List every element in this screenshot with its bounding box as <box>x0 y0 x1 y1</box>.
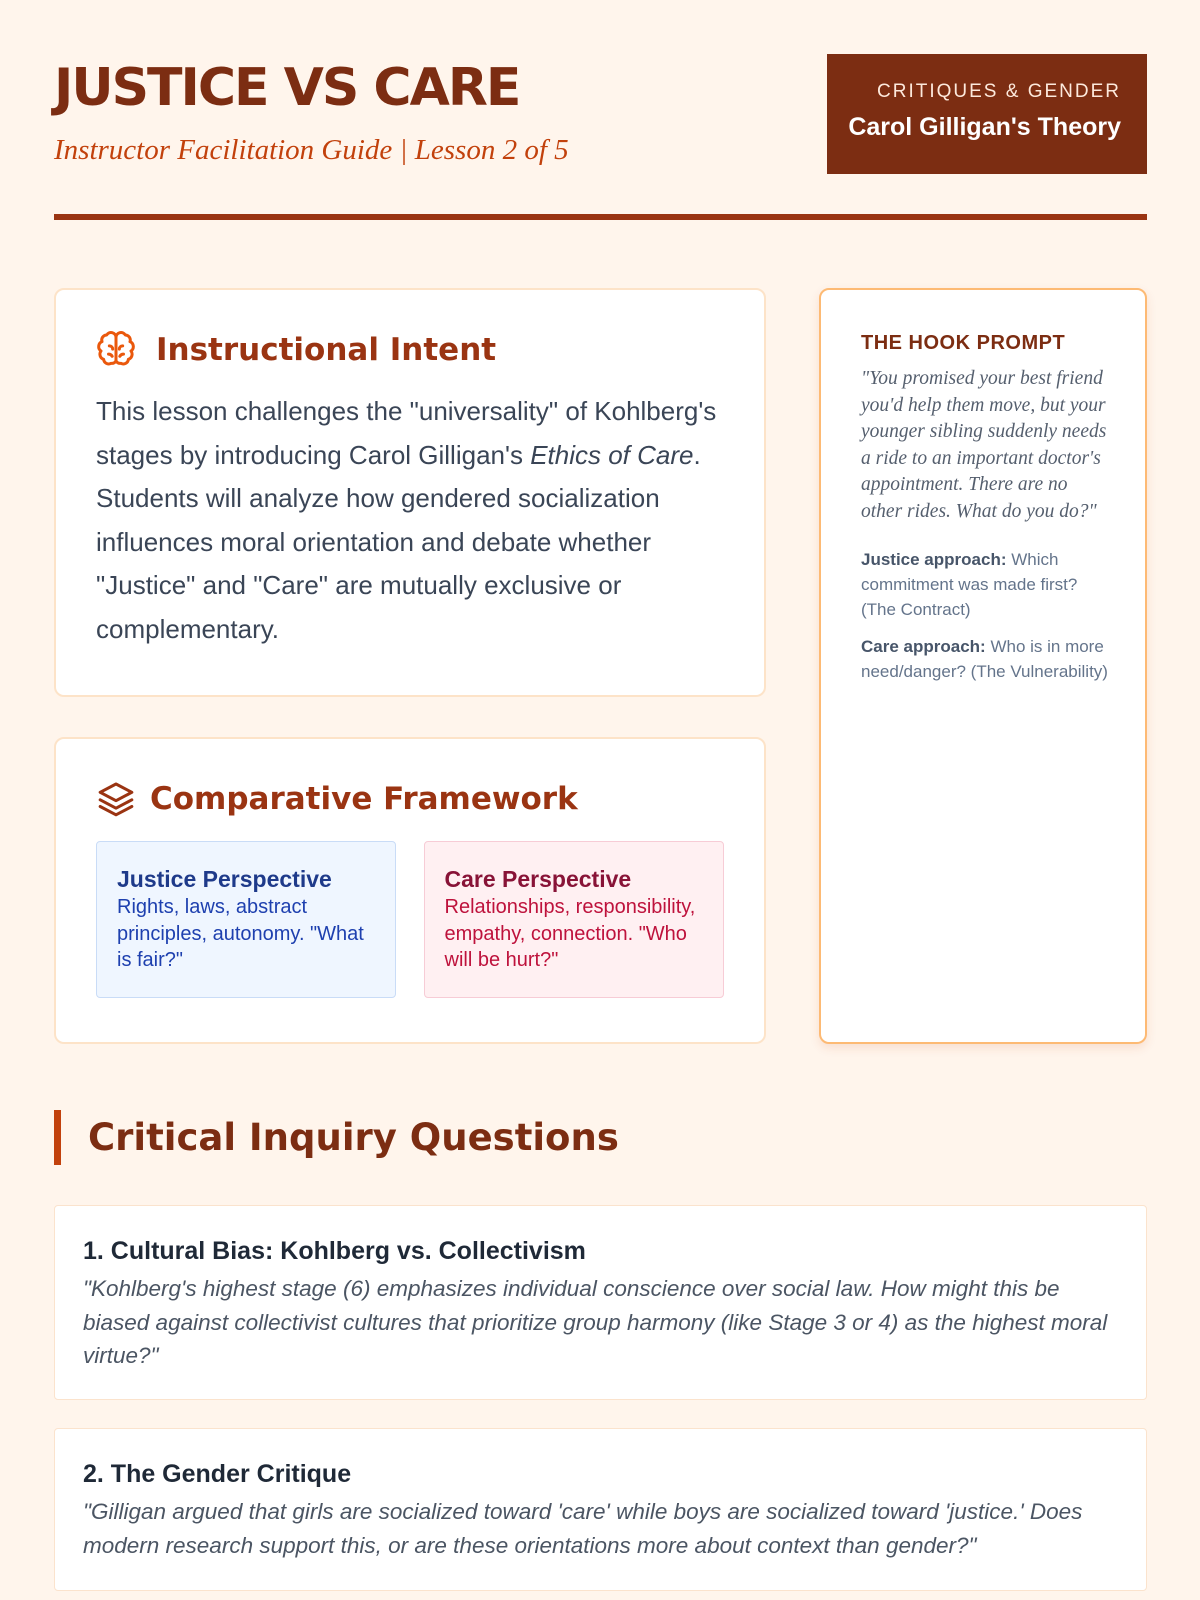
instructional-intent-heading-text: Instructional Intent <box>156 332 497 368</box>
brain-icon <box>96 330 136 370</box>
instructional-intent-body <box>96 390 724 651</box>
care-approach-label: Care approach: <box>861 637 986 656</box>
comparative-framework-heading-text: Comparative Framework <box>150 781 578 817</box>
topic-badge <box>827 54 1147 174</box>
care-perspective-description: Relationships, responsibility, empathy, connection. "Who will be hurt?" <box>444 896 696 971</box>
intent-body-text: This lesson challenges the "universality" of Kohlberg's stages by introducing Carol Gilligan's <box>96 396 717 470</box>
topic-kicker: CRITIQUES & GENDER <box>877 81 1121 102</box>
instructional-intent-card <box>54 288 766 697</box>
care-approach-text: Who is in more need/danger? (The Vulnerability) <box>861 637 1108 681</box>
hook-prompt-card <box>819 288 1147 1044</box>
page-subtitle: Instructor Facilitation Guide | Lesson 2 of 5 <box>54 134 569 166</box>
inquiry-question-text: "Gilligan argued that girls are socialized toward 'care' while boys are socialized toward 'justice.' Does modern research support this, or are these orientations more about context than gender?" <box>83 1499 1083 1558</box>
page-title: JUSTICE VS CARE <box>54 58 520 118</box>
critical-inquiry-heading: Critical Inquiry Questions <box>54 1110 619 1165</box>
header-divider <box>54 214 1147 220</box>
topic-name: Carol Gilligan's Theory <box>848 113 1121 141</box>
instructional-intent-heading <box>96 330 724 370</box>
inquiry-question-card <box>54 1428 1147 1591</box>
layers-icon <box>96 779 136 819</box>
header <box>54 54 1147 220</box>
inquiry-question-title: 1. Cultural Bias: Kohlberg vs. Collectivism <box>83 1237 586 1265</box>
inquiry-question-title: 2. The Gender Critique <box>83 1460 352 1488</box>
care-perspective-title: Care Perspective <box>444 866 632 892</box>
inquiry-question-text: "Kohlberg's highest stage (6) emphasizes individual conscience over social law. How might this be biased against collectivist cultures that prioritize group harmony (like Stage 3 or 4) as the highest moral virtue?" <box>83 1276 1108 1368</box>
comparative-framework-heading <box>96 779 724 819</box>
justice-perspective-description: Rights, laws, abstract principles, autonomy. "What is fair?" <box>117 896 364 971</box>
justice-approach <box>861 547 1111 622</box>
justice-perspective-title: Justice Perspective <box>117 866 332 892</box>
perspective-row <box>96 841 724 998</box>
inquiry-question-card <box>54 1205 1147 1400</box>
justice-approach-text: Which commitment was made first? (The Contract) <box>861 550 1078 619</box>
care-approach <box>861 634 1111 684</box>
comparative-framework-card <box>54 737 766 1044</box>
hook-prompt-quote: "You promised your best friend you'd help them move, but your younger sibling suddenly needs a ride to an important doctor's appointment. There are no other rides. What do you do?" <box>861 368 1107 522</box>
intent-body-emphasis: Ethics of Care <box>530 439 694 470</box>
care-perspective-box <box>424 841 725 998</box>
justice-approach-label: Justice approach: <box>861 550 1007 569</box>
intent-body-text-continued: . Students will analyze how gendered socialization influences moral orientation and debate whether "Justice" and "Care" are mutually exclusive or complementary. <box>96 439 701 644</box>
hook-prompt-title: THE HOOK PROMPT <box>861 332 1066 354</box>
justice-perspective-box <box>96 841 396 998</box>
